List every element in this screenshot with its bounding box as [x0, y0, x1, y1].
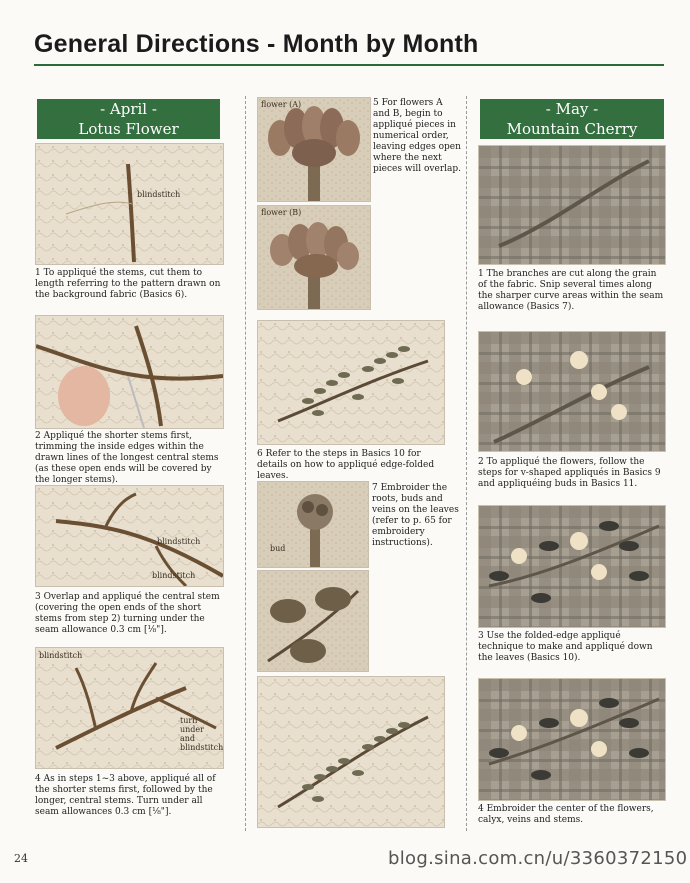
page-title: General Directions - Month by Month — [34, 30, 479, 58]
may-banner — [480, 99, 664, 139]
april-step4-caption: 4 As in steps 1~3 above, appliqué all of the shorter stems first, followed by the longer, central stems. Turn under all seam allowances 0.3 cm [⅛"]. — [35, 774, 216, 817]
april-step1-photo — [35, 143, 224, 265]
may-banner-flower: Mountain Cherry — [506, 120, 638, 138]
april-step3-label2: blindstitch — [152, 571, 196, 580]
step6-photo — [257, 320, 445, 445]
may-banner-month: - May - — [545, 100, 599, 118]
may-step2-caption: 2 To appliqué the flowers, follow the steps for v-shaped appliqués in Basics 9 and appliquéing buds in Basics 11. — [478, 457, 661, 489]
may-step4-photo — [478, 678, 666, 801]
april-banner-flower: Lotus Flower — [78, 120, 179, 138]
april-step3-label1: blindstitch — [157, 537, 201, 546]
watermark: blog.sina.com.cn/u/3360372150 — [388, 848, 688, 869]
step7-result-photo — [257, 676, 445, 828]
april-step4-label2: turn under and blindstitch — [180, 716, 224, 752]
april-banner — [37, 99, 220, 139]
flower-b-photo — [257, 205, 371, 310]
step6-caption: 6 Refer to the steps in Basics 10 for details on how to appliqué edge-folded leaves. — [257, 449, 435, 481]
may-step1-photo — [478, 145, 666, 265]
april-step4-label1: blindstitch — [39, 651, 83, 660]
april-banner-month: - April - — [100, 100, 157, 118]
april-step2-caption: 2 Appliqué the shorter stems first, trimming the inside edges within the drawn lines of the longest central stems (as these open ends will be covered by the longer stems). — [35, 431, 219, 485]
flower-a-photo — [257, 97, 371, 202]
april-step3-caption: 3 Overlap and appliqué the central stem (covering the open ends of the short stems from step 2) turning under the seam allowance 0.3 cm [⅛"]. — [35, 592, 220, 635]
title-rule — [34, 64, 664, 66]
april-step3-photo — [35, 485, 224, 587]
may-step3-photo — [478, 505, 666, 628]
may-step4-caption: 4 Embroider the center of the flowers, calyx, veins and stems. — [478, 804, 654, 825]
step7-leaf-photo — [257, 570, 369, 672]
may-step3-caption: 3 Use the folded-edge appliqué technique to make and appliqué down the leaves (Basics 10). — [478, 631, 653, 663]
april-step1-label: blindstitch — [137, 190, 181, 199]
flower-b-label: flower (B) — [261, 208, 302, 217]
may-step2-photo — [478, 331, 666, 452]
april-step2-photo — [35, 315, 224, 429]
step7-bud-photo — [257, 481, 369, 568]
may-step1-caption: 1 The branches are cut along the grain of the fabric. Snip several times along the sharper curve areas within the seam allowance (Basics 7). — [478, 269, 664, 312]
flower-a-label: flower (A) — [261, 100, 302, 109]
april-step1-caption: 1 To appliqué the stems, cut them to length referring to the pattern drawn on the background fabric (Basics 6). — [35, 268, 221, 300]
column-divider-left — [245, 96, 246, 831]
page-number: 24 — [14, 852, 28, 865]
step5-caption: 5 For flowers A and B, begin to appliqué pieces in numerical order, leaving edges open where the next pieces will overlap. — [373, 98, 462, 174]
column-divider-right — [466, 96, 467, 831]
step7-caption: 7 Embroider the roots, buds and veins on the leaves (refer to p. 65 for embroidery instructions). — [372, 483, 459, 548]
bud-label: bud — [270, 544, 286, 553]
